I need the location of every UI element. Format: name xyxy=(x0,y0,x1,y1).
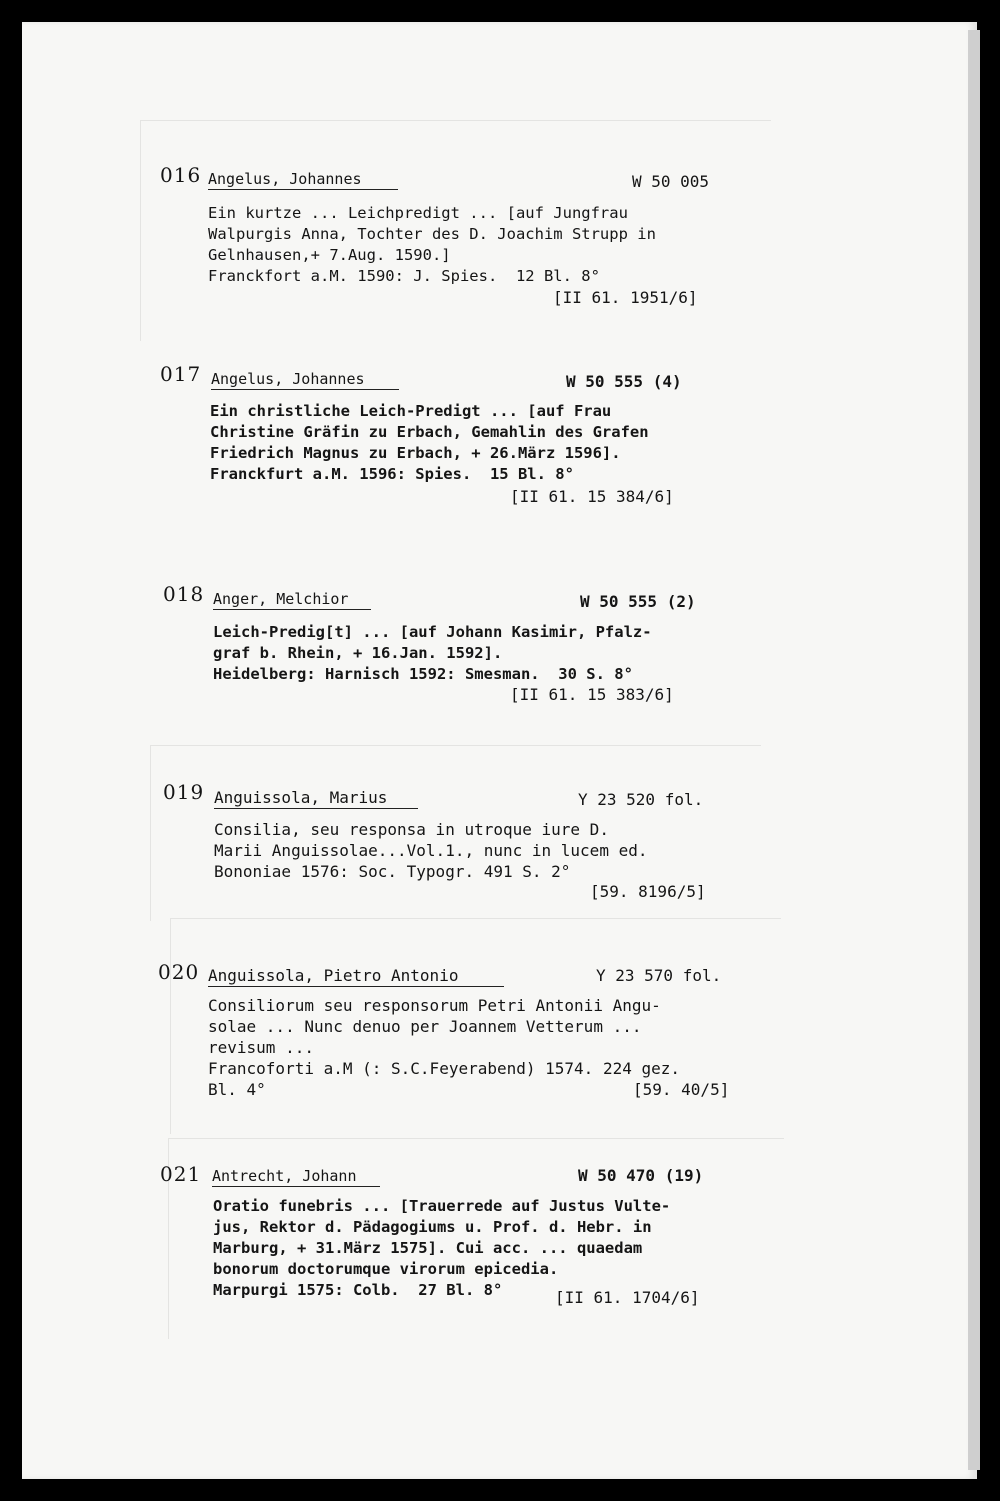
entry-signature: [II 61. 15 383/6] xyxy=(510,685,674,704)
entry-shelfmark: Y 23 520 fol. xyxy=(578,790,704,809)
entry-signature: [II 61. 1704/6] xyxy=(555,1288,700,1307)
entry-line: bonorum doctorumque virorum epicedia. xyxy=(213,1260,559,1278)
entry-line: Franckfurt a.M. 1596: Spies. 15 Bl. 8° xyxy=(210,465,574,483)
entry-line: Walpurgis Anna, Tochter des D. Joachim Strupp in xyxy=(208,225,656,243)
entry-number: 020 xyxy=(158,960,200,984)
entry-line: solae ... Nunc denuo per Joannem Vetterum ... xyxy=(208,1017,642,1036)
entry-shelfmark: Y 23 570 fol. xyxy=(596,966,722,985)
entry-line: Friedrich Magnus zu Erbach, + 26.März 1596]. xyxy=(210,444,621,462)
entry-line: Bl. 4° xyxy=(208,1080,266,1099)
entry-line: Heidelberg: Harnisch 1592: Smesman. 30 S. 8° xyxy=(213,665,633,683)
entry-heading: Anguissola, Pietro Antonio xyxy=(208,966,504,987)
entry-line: Ein christliche Leich-Predigt ... [auf Frau xyxy=(210,402,612,420)
entry-signature: [59. 40/5] xyxy=(633,1080,730,1099)
entry-line: Ein kurtze ... Leichpredigt ... [auf Jungfrau xyxy=(208,204,628,222)
entry-shelfmark: W 50 005 xyxy=(632,172,710,191)
entry-shelfmark: W 50 555 (4) xyxy=(566,372,682,391)
entry-heading: Anguissola, Marius xyxy=(214,788,418,809)
entry-line: Christine Gräfin zu Erbach, Gemahlin des Grafen xyxy=(210,423,649,441)
entry-line: Marpurgi 1575: Colb. 27 Bl. 8° xyxy=(213,1281,503,1299)
entry-line: Consilia, seu responsa in utroque iure D. xyxy=(214,820,609,839)
entry-line: revisum ... xyxy=(208,1038,314,1057)
entry-number: 021 xyxy=(160,1162,202,1186)
entry-number: 019 xyxy=(163,780,205,804)
entry-shelfmark: W 50 555 (2) xyxy=(580,592,696,611)
entry-line: Oratio funebris ... [Trauerrede auf Justus Vulte- xyxy=(213,1197,671,1215)
entry-line: Bononiae 1576: Soc. Typogr. 491 S. 2° xyxy=(214,862,571,881)
entry-shelfmark: W 50 470 (19) xyxy=(578,1166,704,1185)
entry-heading: Angelus, Johannes xyxy=(208,170,398,190)
entry-line: Francoforti a.M (: S.C.Feyerabend) 1574. 224 gez. xyxy=(208,1059,681,1078)
entry-heading: Angelus, Johannes xyxy=(211,370,399,390)
entry-signature: [II 61. 1951/6] xyxy=(553,288,698,307)
entry-heading: Anger, Melchior xyxy=(213,590,371,610)
entry-line: Franckfort a.M. 1590: J. Spies. 12 Bl. 8° xyxy=(208,267,600,285)
entry-number: 017 xyxy=(160,362,202,386)
entry-line: Leich-Predig[t] ... [auf Johann Kasimir, Pfalz- xyxy=(213,623,652,641)
entry-number: 016 xyxy=(160,163,202,187)
entry-signature: [59. 8196/5] xyxy=(590,882,706,901)
entry-heading: Antrecht, Johann xyxy=(212,1167,380,1187)
entry-line: Marburg, + 31.März 1575]. Cui acc. ... quaedam xyxy=(213,1239,643,1257)
entry-line: Marii Anguissolae...Vol.1., nunc in lucem ed. xyxy=(214,841,648,860)
entry-number: 018 xyxy=(163,582,205,606)
entry-line: Consiliorum seu responsorum Petri Antonii Angu- xyxy=(208,996,661,1015)
entry-line: Gelnhausen,+ 7.Aug. 1590.] xyxy=(208,246,451,264)
entry-line: graf b. Rhein, + 16.Jan. 1592]. xyxy=(213,644,503,662)
entry-line: jus, Rektor d. Pädagogiums u. Prof. d. Hebr. in xyxy=(213,1218,652,1236)
entry-signature: [II 61. 15 384/6] xyxy=(510,487,674,506)
page-edge xyxy=(968,30,980,1470)
